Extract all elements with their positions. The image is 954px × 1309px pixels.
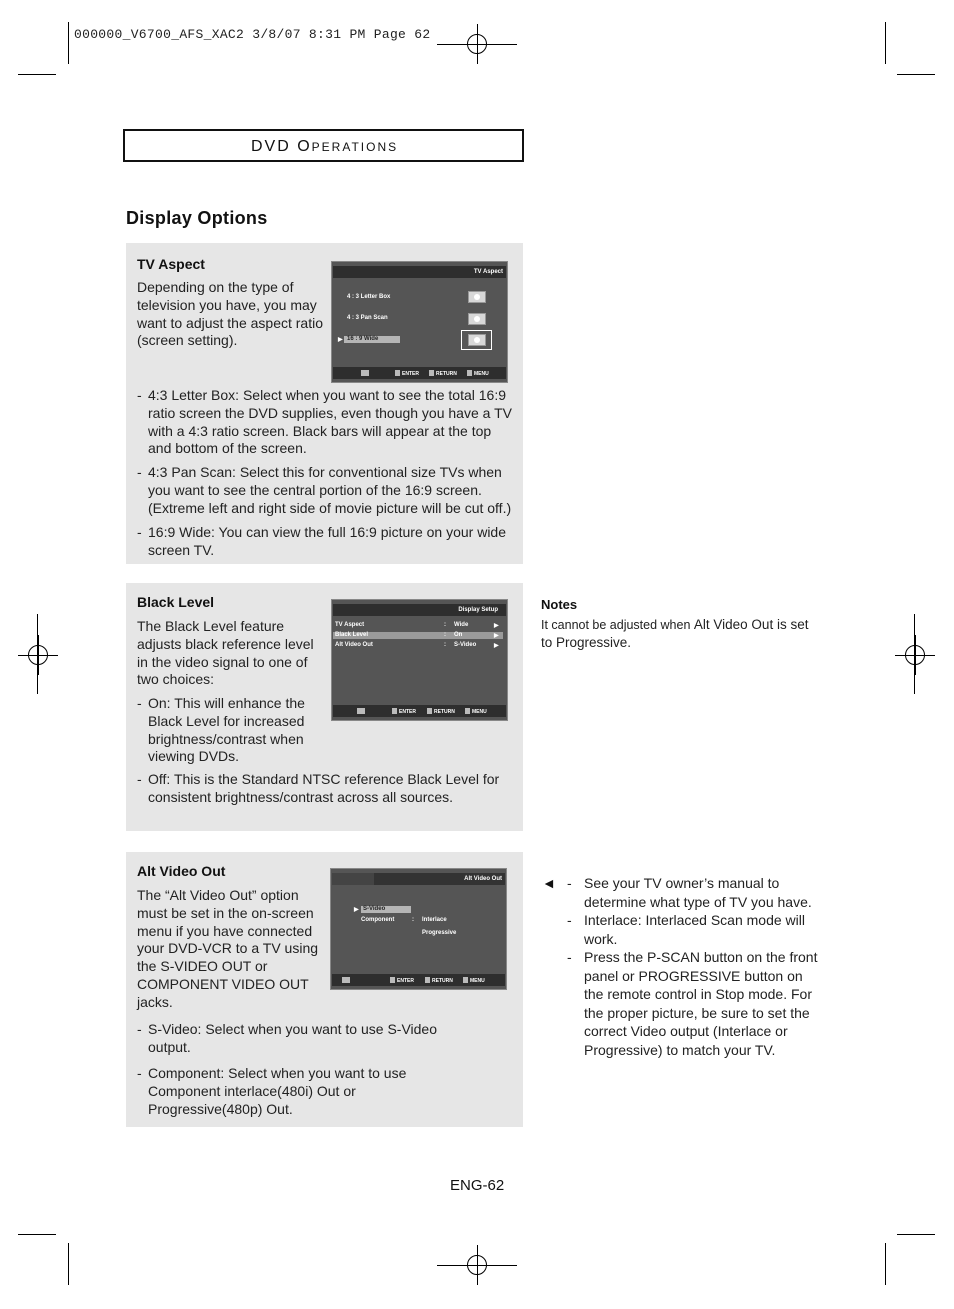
alt-video-out-title: Alt Video Out: [137, 863, 226, 879]
enter-icon: [395, 370, 400, 376]
tv-aspect-intro: Depending on the type of television you have, you may want to adjust the aspect ratio (screen setting).: [137, 279, 323, 349]
print-slug: 000000_V6700_AFS_XAC2 3/8/07 8:31 PM Page 62: [74, 27, 431, 42]
crop-mark: [897, 74, 935, 75]
side-note-item: - Press the P-SCAN button on the front panel or PROGRESSIVE button on the remote control in Stop mode. For the proper picture, be sure to set the correct Video output (Interlace or Progressive) to match your TV.: [567, 949, 818, 1058]
selection-arrow: ▶: [338, 337, 343, 343]
bullet-item: - 16:9 Wide: You can view the full 16:9 picture on your wide screen TV.: [137, 524, 506, 558]
tv-aspect-panel: [126, 243, 523, 564]
menu-icon: [465, 708, 470, 714]
registration-mark: [28, 645, 48, 665]
screen-item-selected: S-Video: [363, 906, 386, 912]
screen-footer: ENTER RETURN MENU: [332, 974, 505, 986]
enter-icon: [390, 977, 395, 983]
notes-title: Notes: [541, 597, 578, 612]
screen-header: Alt Video Out: [332, 873, 505, 885]
screen-footer: ENTER RETURN MENU: [333, 705, 506, 717]
bullet-item: - 4:3 Letter Box: Select when you want to see the total 16:9 ratio screen the DVD supplies, even though you have a TV with a 4:3 ratio screen. Black bars will appear at the top and bottom of the screen.: [137, 387, 512, 457]
screen-footer: ENTER RETURN MENU: [333, 367, 506, 379]
crop-mark: [437, 1265, 517, 1266]
return-icon: [427, 708, 432, 714]
return-icon: [425, 977, 430, 983]
section-header-text: DVD OPERATIONS: [251, 138, 399, 155]
radio-icon: [468, 313, 486, 325]
registration-mark: [905, 645, 925, 665]
bullet-item: - On: This will enhance the Black Level for increased brightness/contrast when viewing DVDs.: [137, 695, 305, 765]
alt-video-out-panel: [126, 852, 523, 1127]
crop-mark: [18, 74, 56, 75]
crop-mark: [914, 614, 915, 694]
radio-icon: [468, 291, 486, 303]
notes-text: It cannot be adjusted when Alt Video Out is set to Progressive.: [541, 617, 809, 650]
bullet-item: - S-Video: Select when you want to use S-Video output.: [137, 1021, 437, 1055]
screen-header: Display Setup: [333, 604, 506, 616]
tv-aspect-screen: [331, 261, 508, 383]
side-note-item: - See your TV owner’s manual to determine what type of TV you have.: [567, 875, 812, 910]
crop-mark: [885, 1243, 886, 1285]
black-level-panel: [126, 583, 523, 831]
side-note-item: - Interlace: Interlaced Scan mode will work.: [567, 912, 805, 947]
crop-mark: [68, 22, 69, 64]
crop-mark: [437, 44, 517, 45]
screen-item: 4 : 3 Pan Scan: [347, 315, 388, 321]
radio-icon: [468, 334, 486, 346]
note-pointer-icon: ◄: [542, 875, 556, 891]
crop-mark: [885, 22, 886, 64]
black-level-intro: The Black Level feature adjusts black reference level in the video signal to one of two choices:: [137, 618, 314, 688]
selection-arrow: ▶: [354, 907, 359, 913]
page-title: Display Options: [126, 208, 268, 228]
page-number: ENG-62: [450, 1177, 505, 1194]
crop-mark: [37, 614, 38, 694]
menu-icon: [467, 370, 472, 376]
sub-option: Interlace: [422, 917, 447, 923]
alt-video-out-intro: The “Alt Video Out” option must be set in the on-screen menu if you have connected your DVD-VCR to a TV using the S-VIDEO OUT or COMPONENT VIDEO OUT jacks.: [137, 887, 319, 1010]
bullet-item: - 4:3 Pan Scan: Select this for conventional size TVs when you want to see the central portion of the 16:9 screen. (Extreme left and right side of movie picture will be cut off.): [137, 464, 512, 516]
screen-header: TV Aspect: [333, 266, 506, 278]
screen-item-selected: 16 : 9 Wide: [347, 336, 379, 342]
enter-icon: [392, 708, 397, 714]
screen-item: Component: [361, 917, 395, 923]
alt-video-out-screen: Alt Video Out ▶ S-Video Component : Interlace Progressive ENTER RETURN MENU: [330, 868, 507, 990]
crop-mark: [18, 1234, 56, 1235]
bullet-item: - Component: Select when you want to use Component interlace(480i) Out or Progressive(480p) Out.: [137, 1065, 407, 1117]
crop-mark: [68, 1243, 69, 1285]
move-icon: [342, 977, 350, 983]
bullet-item: - Off: This is the Standard NTSC reference Black Level for consistent brightness/contrast across all sources.: [137, 771, 500, 805]
screen-item: 4 : 3 Letter Box: [347, 294, 391, 300]
section-header: [123, 129, 524, 162]
tv-aspect-title: TV Aspect: [137, 256, 205, 272]
crop-mark: [897, 1234, 935, 1235]
return-icon: [429, 370, 434, 376]
black-level-title: Black Level: [137, 594, 215, 610]
move-icon: [357, 708, 365, 714]
display-setup-screen: Display Setup TV Aspect : Wide ▶ Black Level : On ▶ Alt Video Out : S-Video ▶ ENTER RETURN MENU: [331, 599, 508, 721]
menu-icon: [463, 977, 468, 983]
move-icon: [361, 370, 369, 376]
sub-option: Progressive: [422, 930, 457, 936]
